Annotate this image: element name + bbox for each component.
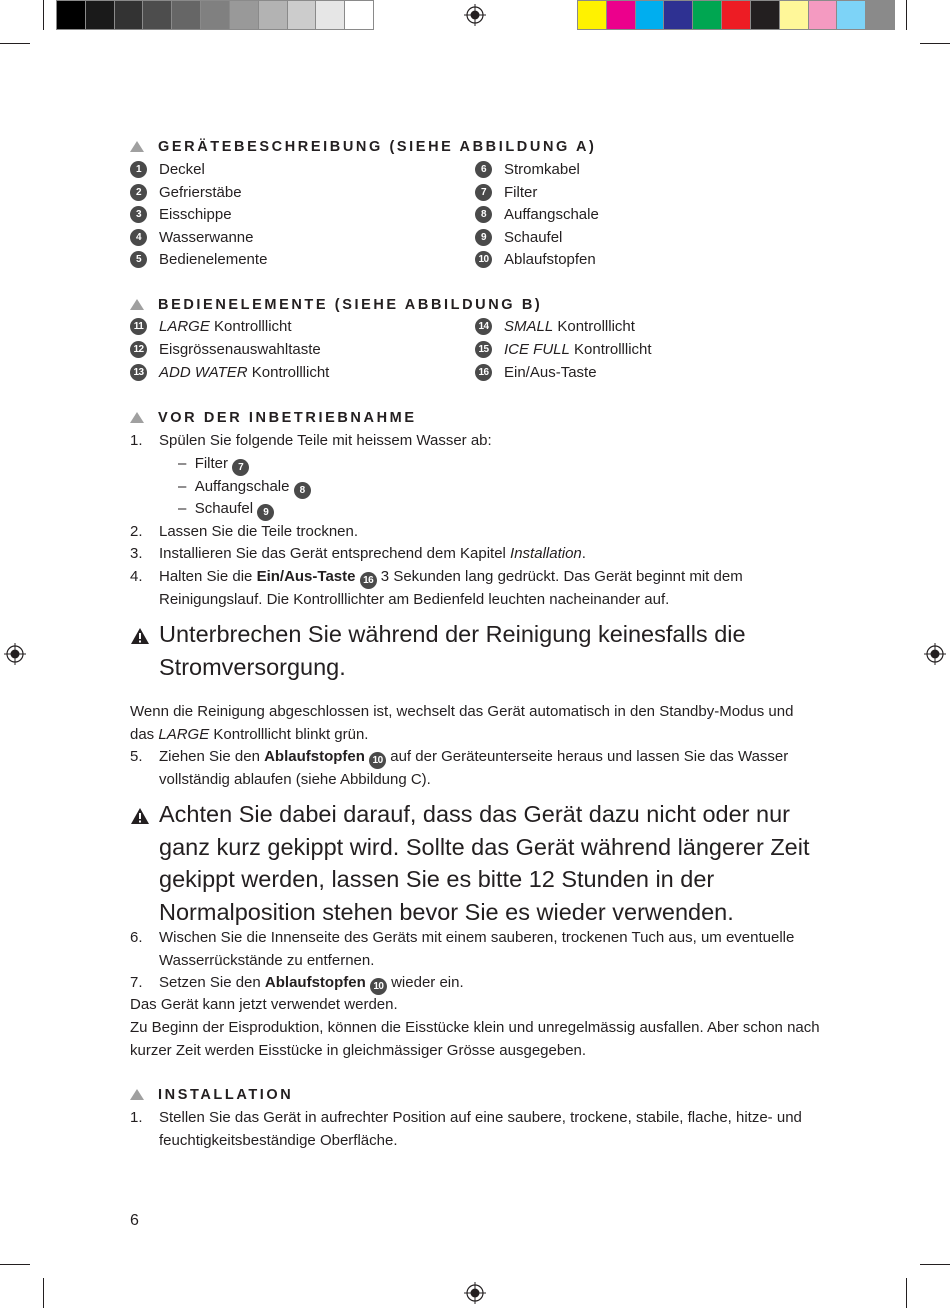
crop-mark <box>0 1264 30 1265</box>
reference-number-badge: 6 <box>475 161 492 178</box>
text-run: Kontrolllicht <box>209 318 292 335</box>
warning-text: Achten Sie dabei darauf, dass das Gerät dazu nicht oder nur ganz kurz gekippt wird. Sollte das Gerät während längerer Zeit gekippt werden, lassen Sie es bitte 12 Stunden in der Normalposition stehen bevor Sie es wieder verwenden. <box>159 801 810 925</box>
warning-triangle-icon <box>130 807 150 825</box>
text-run: Installieren Sie das Gerät entsprechend dem Kapitel <box>159 545 511 562</box>
reference-number-badge: 11 <box>130 318 147 335</box>
reference-number-badge: 5 <box>130 251 147 268</box>
color-swatch <box>693 1 722 29</box>
crop-mark <box>43 1278 44 1308</box>
registration-mark-icon <box>464 1282 486 1304</box>
grayscale-color-bar <box>56 0 374 30</box>
color-swatch <box>259 1 288 29</box>
warning-triangle-icon <box>130 627 150 645</box>
step-number: 7. <box>130 974 143 991</box>
text-run: Halten Sie die <box>159 568 257 585</box>
text-run: Setzen Sie den <box>159 974 265 991</box>
registration-mark-icon <box>4 643 26 665</box>
triangle-bullet-icon <box>130 1089 144 1100</box>
sub-item-filter <box>178 453 249 476</box>
section-title-text: VOR DER INBETRIEBNAHME <box>158 410 417 426</box>
reference-number-badge: 15 <box>475 341 492 358</box>
color-swatch <box>866 1 894 29</box>
step-text: Stellen Sie das Gerät in aufrechter Position auf eine saubere, trockene, stabile, flache, hitze- und feuchtigkeitsbeständige Oberfläche. <box>159 1109 802 1149</box>
part-label <box>504 340 652 360</box>
color-swatch <box>288 1 317 29</box>
part-list-item <box>475 160 795 180</box>
sub-item-drip-tray <box>178 476 311 499</box>
color-swatch <box>316 1 345 29</box>
text-run: Kontrolllicht <box>569 341 652 358</box>
sub-item-scoop <box>178 498 274 521</box>
step-number: 1. <box>130 1109 143 1126</box>
italic-text: LARGE <box>158 725 210 743</box>
part-list-item <box>475 228 795 248</box>
text-run: Wenn die Reinigung abgeschlossen ist, wechselt das Gerät automatisch in den Standby-Modus und das <box>130 703 794 743</box>
part-list-item <box>130 228 450 248</box>
section-title-before-first-use <box>130 408 417 428</box>
italic-text: ICE FULL <box>504 341 570 358</box>
step-text <box>159 566 819 612</box>
part-label <box>159 317 292 337</box>
text-run: Kontrolllicht <box>553 318 635 335</box>
reference-number-badge: 9 <box>475 229 492 246</box>
part-label <box>159 340 321 360</box>
color-swatch <box>230 1 259 29</box>
part-list-item <box>130 250 450 270</box>
reference-number-badge: 16 <box>475 364 492 381</box>
part-list-item <box>475 205 795 225</box>
step-text: Wischen Sie die Innenseite des Geräts mit einem sauberen, trockenen Tuch aus, um eventuelle Wasserrückstände zu entfernen. <box>159 929 795 969</box>
text-run: Ein/Aus-Taste <box>504 364 597 381</box>
part-label: Deckel <box>159 161 205 178</box>
text-run: Kontrolllicht blinkt grün. <box>209 725 369 743</box>
reference-number-badge: 10 <box>370 978 387 995</box>
reference-number-badge: 2 <box>130 184 147 201</box>
part-label: Filter <box>504 183 538 201</box>
step-text: Spülen Sie folgende Teile mit heissem Wasser ab: <box>159 432 492 449</box>
triangle-bullet-icon <box>130 299 144 310</box>
section-title-text: BEDIENELEMENTE (SIEHE ABBILDUNG B) <box>158 297 543 313</box>
text-run: auf der Geräteunterseite heraus und lassen Sie das Wasser vollständig ablaufen (siehe Abbildung C). <box>159 748 789 788</box>
text-run: . <box>581 545 586 562</box>
text-run: 3 Sekunden lang gedrückt. Das Gerät beginnt mit dem Reinigungslauf. Die Kontrolllichter am Bedienfeld leuchten nacheinander auf. <box>159 568 743 608</box>
triangle-bullet-icon <box>130 412 144 423</box>
color-swatch <box>607 1 636 29</box>
step-text <box>159 543 819 566</box>
text-run: Ziehen Sie den <box>159 748 265 765</box>
reference-number-badge: 8 <box>294 482 311 499</box>
reference-number-badge: 10 <box>369 752 386 769</box>
italic-text: SMALL <box>504 318 554 335</box>
part-list-item <box>130 160 450 180</box>
section-title-installation <box>130 1085 293 1105</box>
part-list-item <box>475 340 795 360</box>
part-label <box>159 363 329 383</box>
paragraph: Das Gerät kann jetzt verwendet werden. <box>130 996 398 1013</box>
page-number: 6 <box>130 1212 139 1229</box>
sub-item-label: Schaufel <box>194 500 254 517</box>
color-swatch <box>636 1 665 29</box>
step-number: 3. <box>130 545 143 562</box>
dash: – <box>178 478 187 495</box>
color-swatch <box>115 1 144 29</box>
color-swatch <box>837 1 866 29</box>
step-number: 1. <box>130 432 143 449</box>
part-label <box>504 317 635 337</box>
step-number: 2. <box>130 523 143 540</box>
color-swatch <box>751 1 780 29</box>
part-label: Auffangschale <box>504 206 599 223</box>
crop-mark <box>906 1278 907 1308</box>
reference-number-badge: 9 <box>257 504 274 521</box>
text-run: Kontrolllicht <box>247 364 330 381</box>
color-swatch <box>172 1 201 29</box>
reference-number-badge: 1 <box>130 161 147 178</box>
italic-text: LARGE <box>159 318 210 335</box>
part-list-item <box>130 183 450 203</box>
part-list-item <box>130 363 450 383</box>
reference-number-badge: 7 <box>232 459 249 476</box>
dash: – <box>178 455 187 472</box>
part-label: Schaufel <box>504 228 563 246</box>
section-title-controls <box>130 295 542 315</box>
part-list-item <box>130 317 450 337</box>
color-swatch <box>345 1 373 29</box>
reference-number-badge: 13 <box>130 364 147 381</box>
step-text <box>159 972 819 995</box>
step-text <box>159 746 819 792</box>
color-swatch <box>664 1 693 29</box>
color-swatch <box>780 1 809 29</box>
section-title-device-description <box>130 137 597 157</box>
part-label: Bedienelemente <box>159 251 268 268</box>
registration-mark-icon <box>464 4 486 26</box>
paragraph: Zu Beginn der Eisproduktion, können die Eisstücke klein und unregelmässig ausfallen. Aber schon nach kurzer Zeit werden Eisstücke in gleichmässiger Grösse ausgegeben. <box>130 1019 820 1059</box>
step-number: 4. <box>130 568 143 585</box>
step-number: 5. <box>130 748 143 765</box>
part-list-item <box>130 205 450 225</box>
part-label: Gefrierstäbe <box>159 183 242 201</box>
registration-mark-icon <box>924 643 946 665</box>
text-run: Eisgrössenauswahltaste <box>159 341 321 358</box>
warning-text: Unterbrechen Sie während der Reinigung keinesfalls die Stromversorgung. <box>159 621 746 680</box>
crop-mark <box>0 43 30 44</box>
color-swatch <box>86 1 115 29</box>
part-label: Eisschippe <box>159 206 232 223</box>
part-label: Ablaufstopfen <box>504 251 596 268</box>
bold-text: Ablaufstopfen <box>264 974 366 991</box>
crop-mark <box>906 0 907 30</box>
triangle-bullet-icon <box>130 141 144 152</box>
reference-number-badge: 10 <box>475 251 492 268</box>
reference-number-badge: 14 <box>475 318 492 335</box>
color-swatch <box>809 1 838 29</box>
crop-mark <box>920 43 950 44</box>
color-swatch <box>722 1 751 29</box>
reference-number-badge: 3 <box>130 206 147 223</box>
part-label <box>504 363 597 383</box>
text-run: wieder ein. <box>386 974 464 991</box>
paragraph <box>130 701 820 746</box>
crop-mark <box>43 0 44 30</box>
reference-number-badge: 12 <box>130 341 147 358</box>
bold-text: Ablaufstopfen <box>264 748 365 765</box>
reference-number-badge: 16 <box>360 572 377 589</box>
part-label: Wasserwanne <box>159 228 254 246</box>
part-list-item <box>475 183 795 203</box>
part-list-item <box>475 363 795 383</box>
section-title-text: GERÄTEBESCHREIBUNG (SIEHE ABBILDUNG A) <box>158 139 597 155</box>
reference-number-badge: 4 <box>130 229 147 246</box>
color-swatch <box>143 1 172 29</box>
step-number: 6. <box>130 929 143 946</box>
color-swatch <box>57 1 86 29</box>
sub-item-label: Auffangschale <box>194 478 290 495</box>
reference-number-badge: 8 <box>475 206 492 223</box>
italic-text: ADD WATER <box>159 364 248 381</box>
process-color-bar <box>577 0 895 30</box>
part-list-item <box>475 317 795 337</box>
color-swatch <box>578 1 607 29</box>
dash: – <box>178 500 187 517</box>
part-label: Stromkabel <box>504 161 580 178</box>
crop-mark <box>920 1264 950 1265</box>
step-text: Lassen Sie die Teile trocknen. <box>159 523 359 540</box>
section-title-text: INSTALLATION <box>158 1087 294 1103</box>
part-list-item <box>475 250 795 270</box>
color-swatch <box>201 1 230 29</box>
part-list-item <box>130 340 450 360</box>
reference-number-badge: 7 <box>475 184 492 201</box>
bold-text: Ein/Aus-Taste <box>256 568 356 585</box>
italic-text: Installation <box>510 545 582 562</box>
sub-item-label: Filter <box>194 455 229 472</box>
